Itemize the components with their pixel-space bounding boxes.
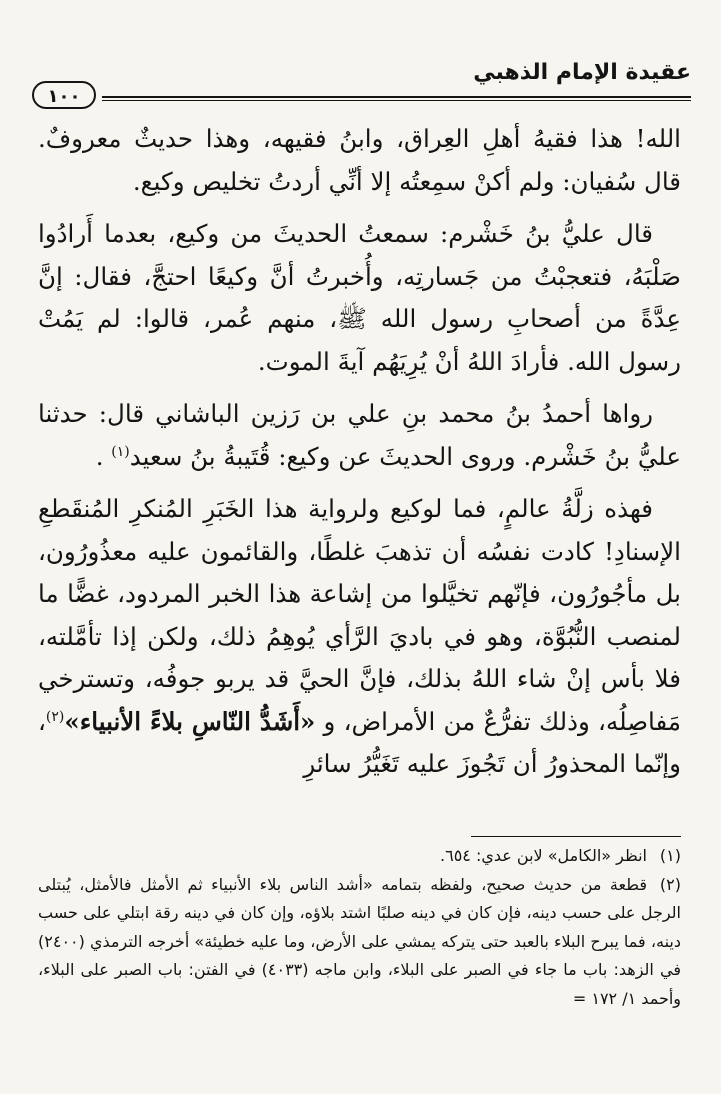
footnote-ref-1: (١): [111, 443, 130, 460]
paragraph-4-text: فهذه زلَّةُ عالمٍ، فما لوكيع ولرواية هذا الخَبَرِ المُنكرِ المُنقَطعِ الإسنادِ! كادت نفسُه أن تذهبَ غلطًا، والقائمون عليه معذُورُون، بل مأجُورُون، فإنّهم تخيَّلوا من إشاعة هذا الخبر المردود، غضًّا ما لمنصب النُّبُوَّة، وهو في باديَ الرَّأي يُوهِمُ ذلك، ولكن إذا تأمَّلته، فلا بأس إنْ شاء اللهُ بذلك، فإنَّ الحيَّ قد يربو جوفُه، وتسترخي مَفاصِلُه، وذلك تفرُّعٌ من الأمراض، و: [38, 494, 681, 736]
footnote-1: [38, 842, 681, 871]
main-text: [38, 118, 681, 792]
footnote-text: قطعة من حديث صحيح، ولفظه بتمامه «أشد الناس بلاء الأنبياء ثم الأمثل فالأمثل، يُبتلى الرجل على حسب دينه، فإن كان في دينه صلبًا اشتد بلاؤه، وإن كان في دينه رقة ابتلي على حسب دينه، فما يبرح البلاء بالعبد حتى يتركه يمشي على الأرض، وما عليه خطيئة» أخرجه الترمذي (٢٤٠٠) في الزهد: باب ما جاء في الصبر على البلاء، وابن ماجه (٤٠٣٣) في الفتن: باب الصبر على البلاء، وأحمد ١/ ١٧٢ =: [38, 874, 682, 1008]
paragraph-2: قال عليُّ بنُ خَشْرم: سمعتُ الحديثَ من وكيع، بعدما أَرادُوا صَلْبَهُ، فتعجبْتُ من جَسارتِه، وأُخبرتُ أنَّ وكيعًا احتجَّ، فقال: إنَّ عِدَّةً من أصحابِ رسول الله ﷺ، منهم عُمر، قالوا: لم يَمُتْ رسول الله. فأرادَ اللهُ أنْ يُرِيَهُم آيةَ الموت.: [38, 219, 681, 376]
footnotes: [38, 842, 681, 1013]
header-rule: [102, 96, 691, 101]
paragraph-3: [38, 393, 681, 478]
paragraph-4: [38, 488, 681, 786]
book-title: عقيدة الإمام الذهبي: [473, 60, 691, 85]
paragraph-1: الله! هذا فقيهُ أهلِ العِراق، وابنُ فقيهه، وهذا حديثٌ معروفٌ. قال سُفيان: ولم أكنْ سمِعتُه إلا أنِّي أردتُ تخليص وكيع.: [38, 124, 681, 196]
footnote-separator: [471, 836, 681, 837]
paragraph-4-tail: ، وإنّما المحذورُ أن تَجُوزَ عليه تَغَيُّرُ سائرِ: [38, 706, 681, 778]
footnote-ref-2: (٢): [45, 708, 65, 725]
footnote-text: انظر «الكامل» لابن عدي: ٦٥٤.: [440, 846, 647, 865]
footnote-number: (١): [659, 846, 681, 865]
footnote-2: [38, 871, 681, 1014]
footnote-number: (٢): [659, 874, 681, 894]
paragraph-3-text: رواها أحمدُ بنُ محمد بنِ علي بن رَزين الباشاني قال: حدثنا عليُّ بنُ خَشْرم. وروى الحديثَ عن وكيع: قُتَيبةُ بنُ سعيد: [38, 399, 681, 471]
page-number-badge: ١٠٠: [32, 81, 96, 109]
running-header: [32, 58, 691, 108]
paragraph-3-end: .: [95, 441, 104, 471]
hadith-quote: «أَشَدُّ النّاسِ بلاءً الأنبياء»: [64, 706, 316, 736]
